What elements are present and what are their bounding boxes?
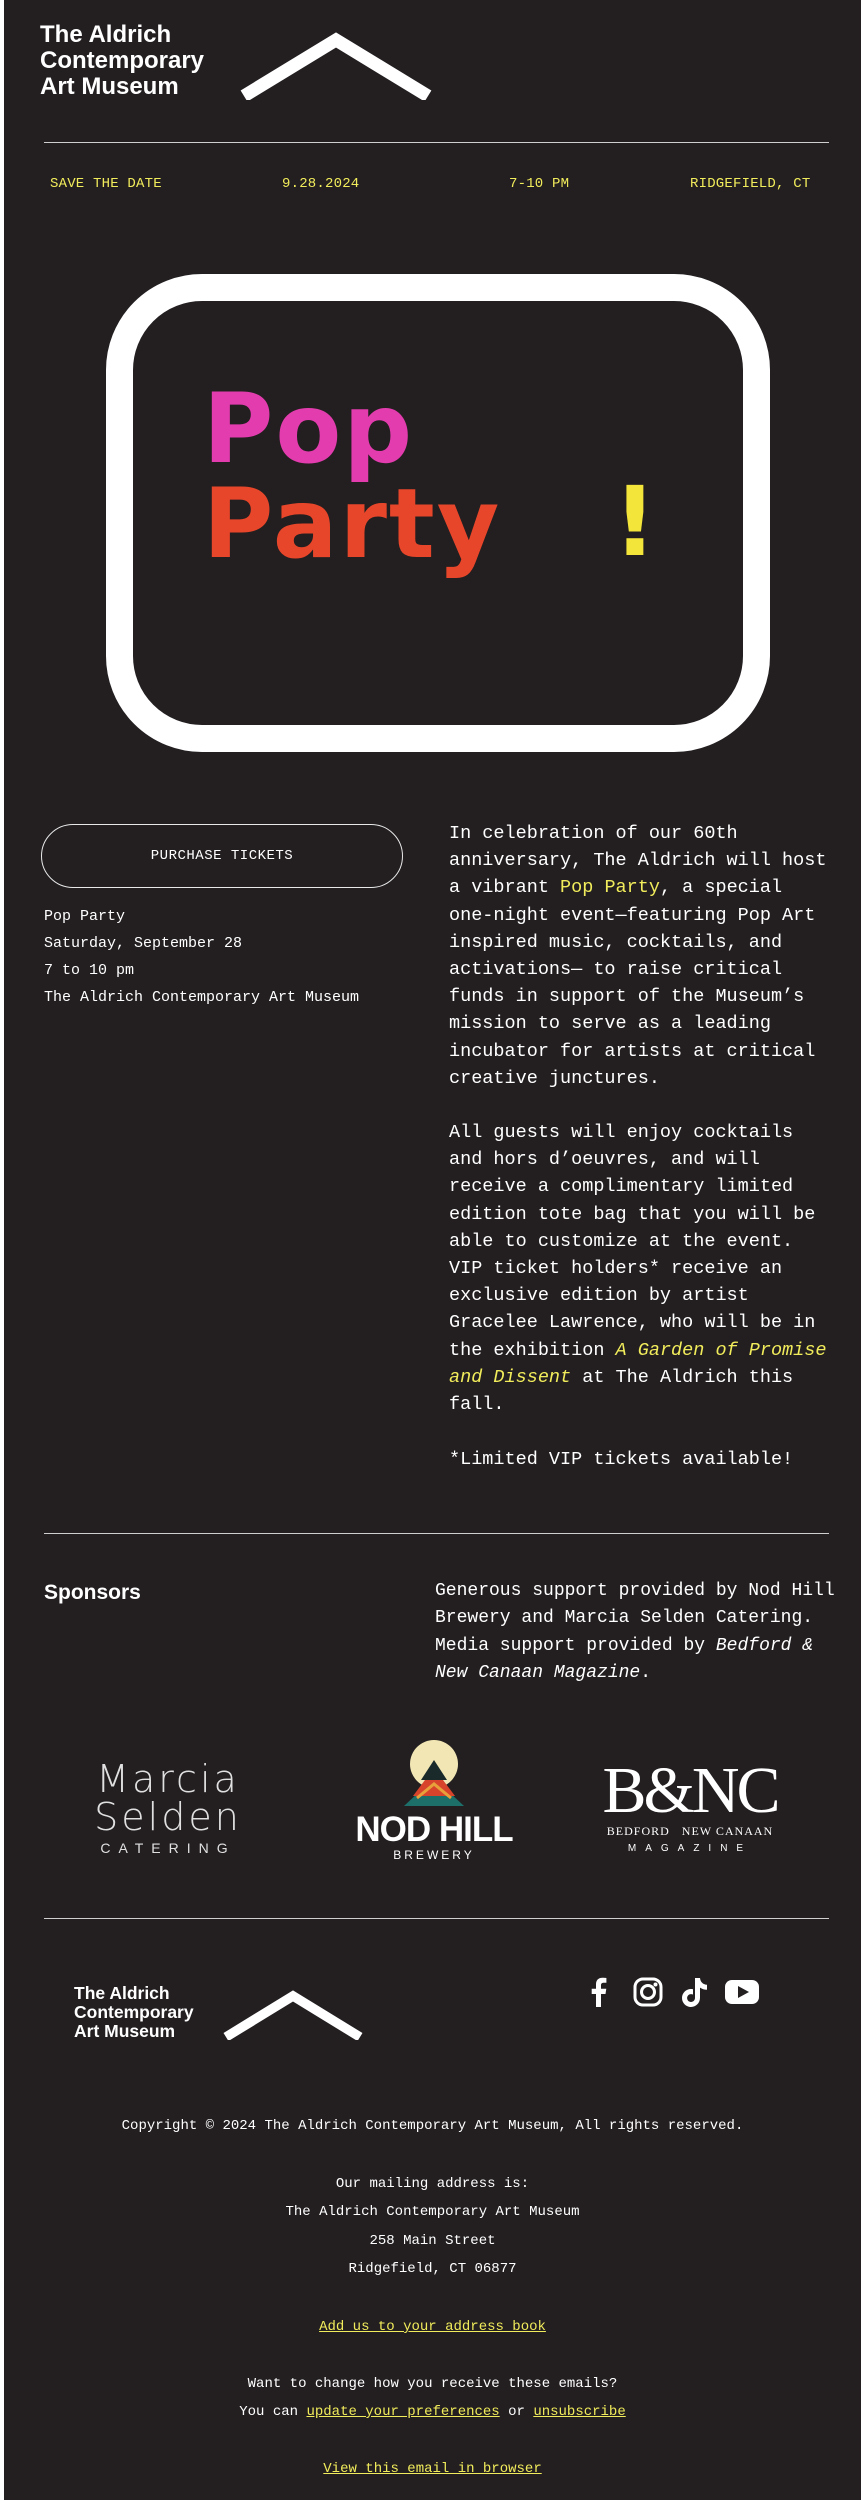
save-the-date: SAVE THE DATE — [50, 176, 162, 192]
view-in-browser-link[interactable]: View this email in browser — [323, 2461, 542, 2477]
guests-paragraph — [449, 1119, 834, 1418]
event-date: 9.28.2024 — [282, 176, 360, 192]
guests-text-cont: at The Aldrich this fall. — [449, 1366, 794, 1416]
you-can-text: You can — [239, 2404, 307, 2420]
logo-line: The Aldrich — [40, 21, 172, 48]
address-line-3: Ridgefield, CT 06877 — [348, 2261, 517, 2277]
hero-title-party: Party — [203, 468, 502, 580]
logo-line: Art Museum — [74, 2020, 176, 2041]
logo-line: Contemporary — [74, 2001, 194, 2022]
catering-line: CATERING — [100, 1840, 236, 1856]
hero-title-pop: Pop — [203, 373, 415, 485]
logo-line: The Aldrich — [74, 1983, 170, 2003]
instagram-icon[interactable] — [631, 1975, 665, 2009]
logo-line: Art Museum — [40, 72, 179, 100]
event-hours: 7 to 10 pm — [44, 962, 135, 979]
bnc-mark: B&NC — [602, 1754, 778, 1827]
vip-note: *Limited VIP tickets available! — [449, 1449, 794, 1470]
sponsors-text-end: . — [640, 1662, 652, 1683]
marcia-selden-logo[interactable] — [78, 1757, 258, 1856]
address-line-1: The Aldrich Contemporary Art Museum — [285, 2204, 580, 2220]
event-location: RIDGEFIELD, CT — [690, 176, 811, 192]
footer-divider — [44, 1918, 829, 1919]
intro-text-cont: , a special one-night event—featuring Pop Art inspired music, cocktails, and activations— to raise critical funds in support of the Museum’s mission to serve as a leading incubator for artists at critical creative junctures. — [449, 877, 816, 1089]
event-name: Pop Party — [44, 908, 126, 925]
hero-exclamation: ! — [613, 466, 659, 578]
nod-hill-emblem — [399, 1738, 469, 1810]
sponsors-title: Sponsors — [44, 1581, 141, 1604]
guests-text: All guests will enjoy cocktails and hors d’oeuvres, and will receive a complimentary limited edition tote bag that you will be able to customize at the event. VIP ticket holders* receive an exclusive edition by artist Gracelee Lawrence, who will be in the exhibition — [449, 1122, 816, 1361]
bnc-magazine: MAGAZINE — [627, 1843, 753, 1854]
mailing-label: Our mailing address is: — [335, 2176, 530, 2192]
sponsors-divider — [44, 1533, 829, 1534]
intro-text: In celebration of our 60th anniversary, The Aldrich will host a vibrant — [449, 823, 827, 899]
marcia-line: Marcia — [96, 1757, 240, 1801]
hero-frame — [106, 274, 770, 752]
purchase-tickets-button[interactable]: PURCHASE TICKETS — [41, 824, 403, 888]
view-browser-row — [4, 2461, 861, 2477]
bnc-magazine-logo[interactable] — [592, 1754, 788, 1854]
brewery-line: BREWERY — [393, 1848, 475, 1862]
facebook-icon[interactable] — [586, 1975, 610, 2009]
selden-line: Selden — [94, 1795, 242, 1839]
unsubscribe-link[interactable]: unsubscribe — [533, 2404, 626, 2420]
or-text: or — [499, 2404, 534, 2420]
nod-hill-logo[interactable] — [344, 1738, 524, 1862]
change-question: Want to change how you receive these emails? — [247, 2376, 618, 2392]
sponsors-text: Generous support provided by Nod Hill Brewery and Marcia Selden Catering. Media support provided by — [435, 1581, 835, 1656]
roof-logo-mark — [238, 30, 434, 100]
header-logo[interactable] — [40, 22, 204, 100]
sponsors-description — [435, 1578, 843, 1687]
pop-party-highlight: Pop Party — [560, 877, 660, 899]
youtube-icon[interactable] — [723, 1975, 761, 2009]
intro-paragraph — [449, 820, 834, 1092]
bnc-cities: BEDFORD NEW CANAAN — [606, 1824, 774, 1838]
address-book-row — [4, 2319, 861, 2335]
email-body — [4, 0, 861, 2500]
logo-line: Contemporary — [40, 46, 205, 74]
preferences-row — [4, 2404, 861, 2420]
event-venue: The Aldrich Contemporary Art Museum — [44, 989, 360, 1006]
halftone-texture — [203, 373, 763, 581]
exhibition-title: A Garden of Promise and Dissent — [449, 1339, 827, 1388]
copyright: Copyright © 2024 The Aldrich Contemporary Art Museum, All rights reserved. — [121, 2118, 744, 2134]
header-divider — [44, 142, 829, 143]
nod-hill-name: NOD HILL — [355, 1810, 513, 1849]
address-line-2: 258 Main Street — [369, 2233, 496, 2249]
magazine-name: Bedford & New Canaan Magazine — [435, 1635, 814, 1683]
add-address-book-link[interactable]: Add us to your address book — [319, 2319, 546, 2335]
footer-roof-mark — [222, 1988, 364, 2040]
event-time: 7-10 PM — [509, 176, 570, 192]
event-day: Saturday, September 28 — [44, 935, 243, 952]
tiktok-icon[interactable] — [679, 1975, 709, 2009]
footer-logo[interactable] — [74, 1984, 194, 2041]
update-preferences-link[interactable]: update your preferences — [306, 2404, 500, 2420]
